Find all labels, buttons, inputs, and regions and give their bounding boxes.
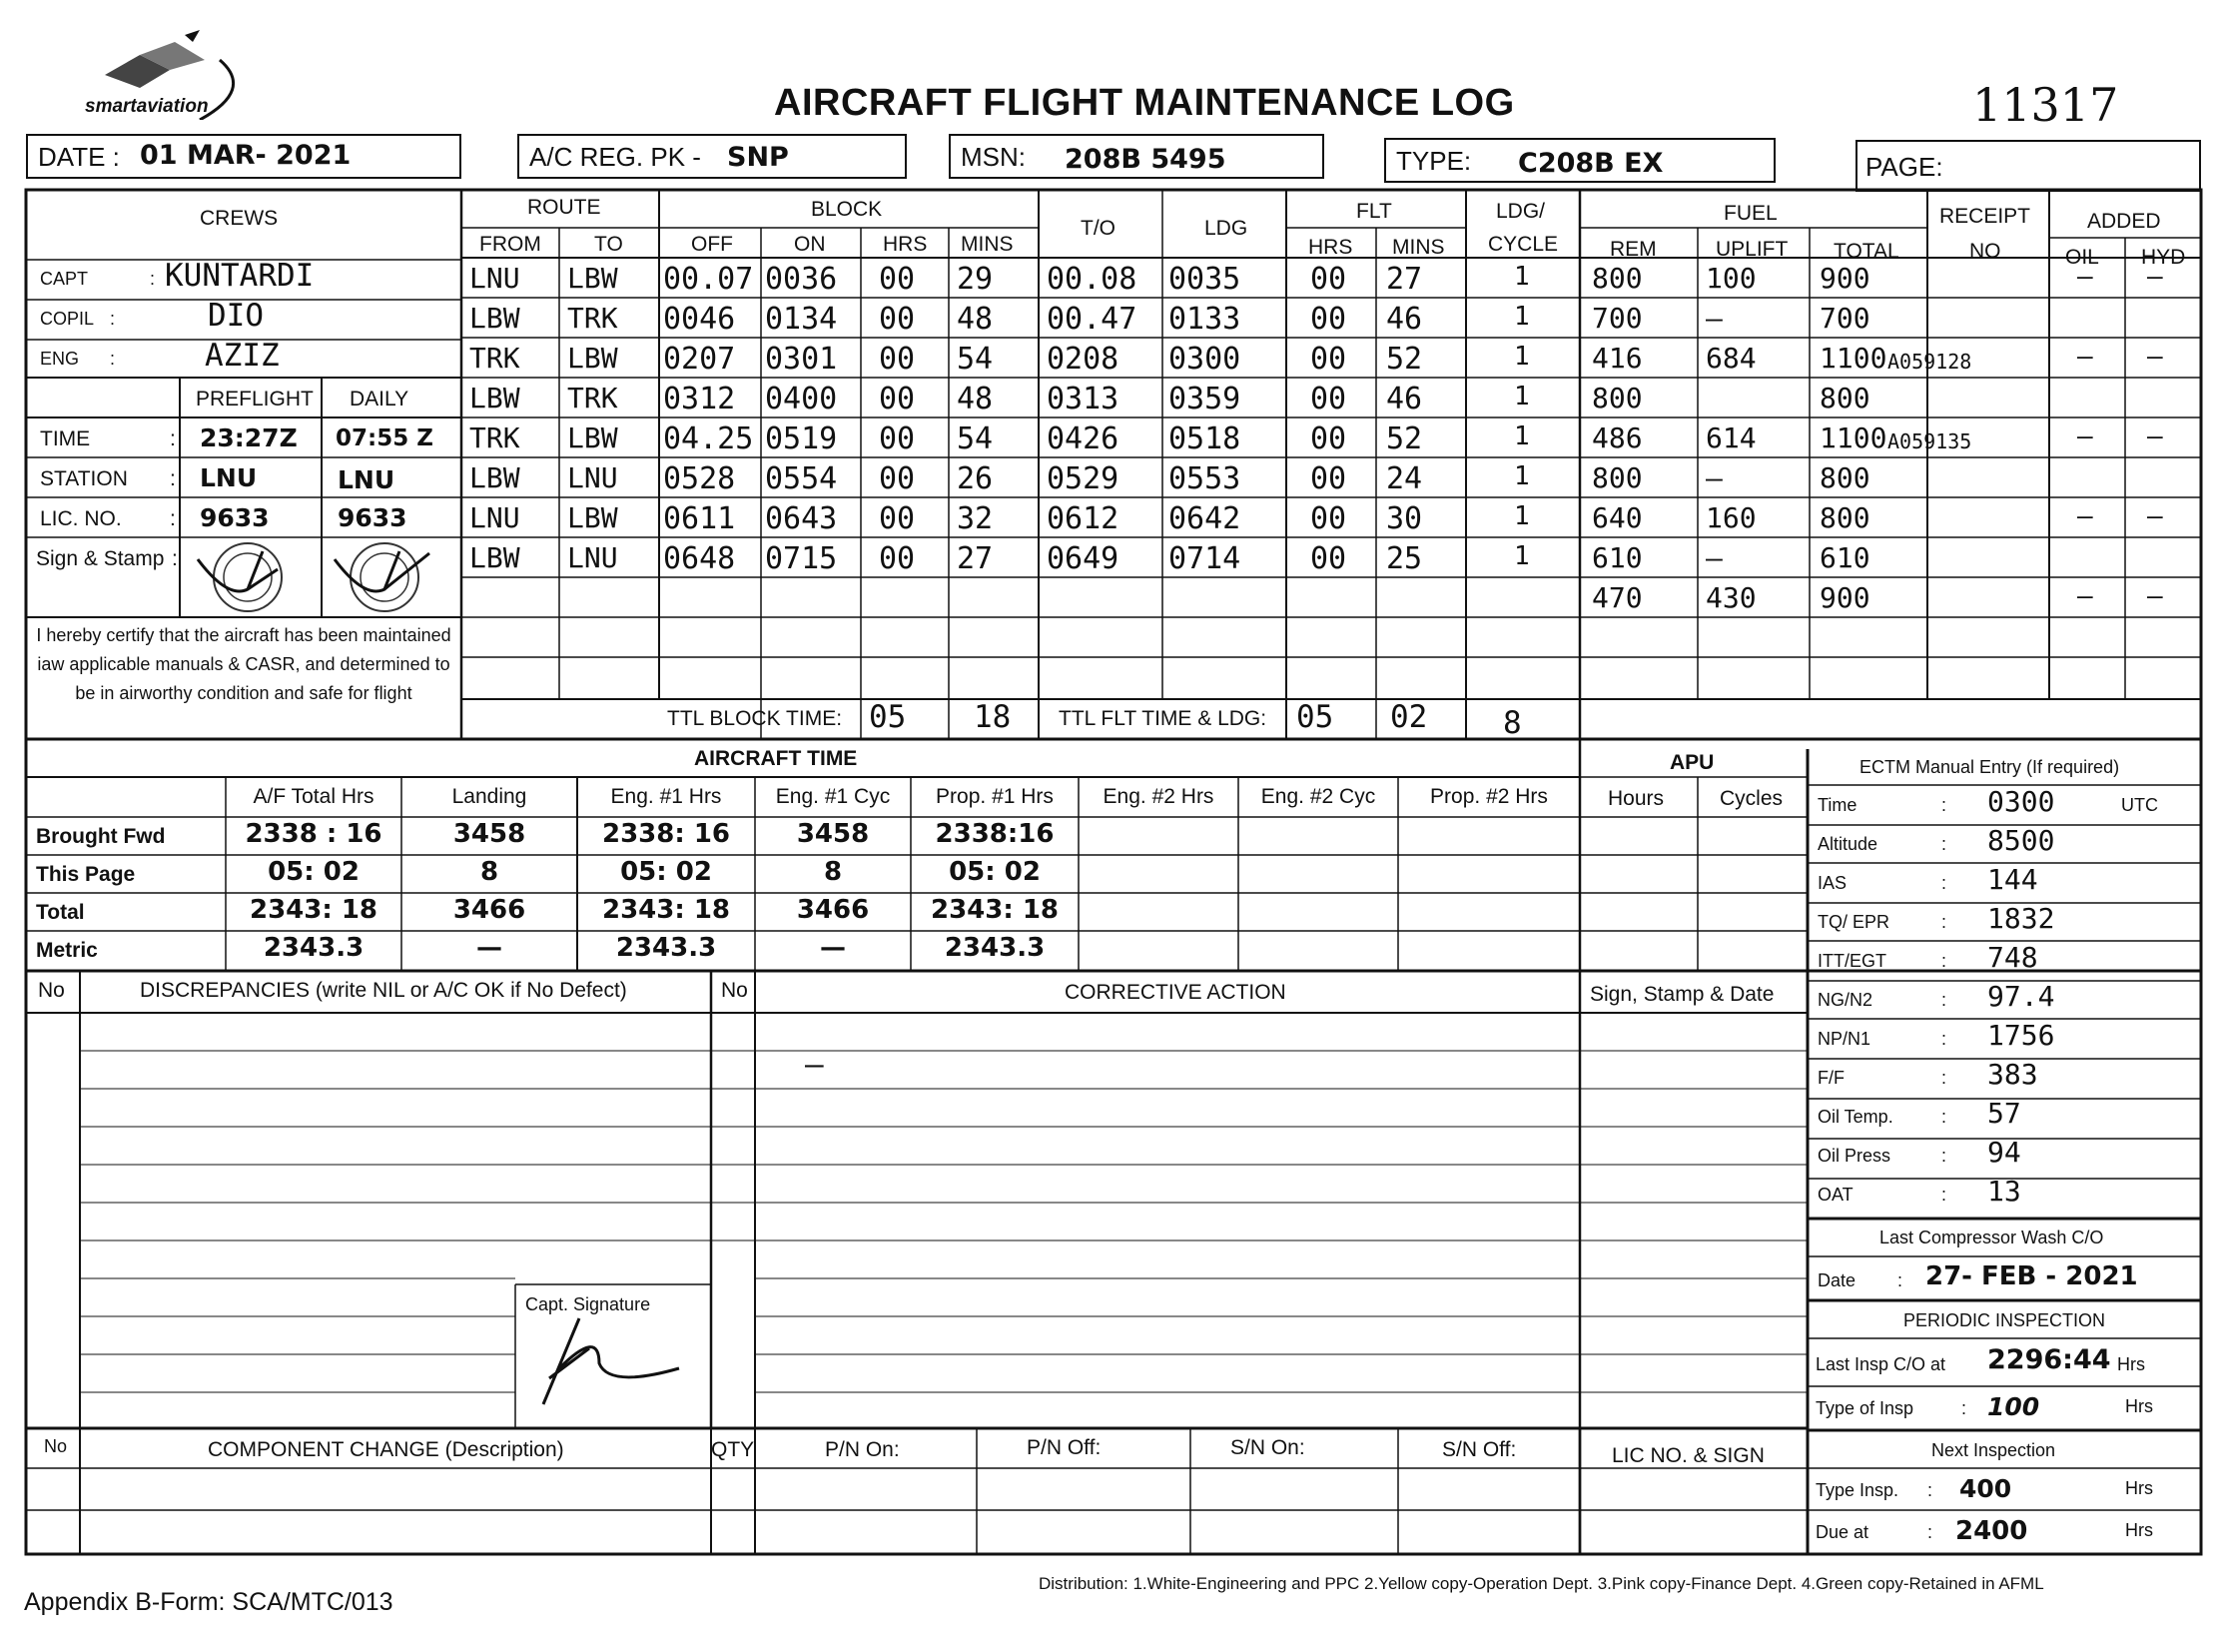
at-col-header: Prop. #1 Hrs	[936, 785, 1054, 808]
ectm-colon: :	[1941, 1185, 1947, 1205]
flight-cell-hyd[interactable]: —	[2147, 421, 2163, 451]
apu-hours-label: Hours	[1608, 787, 1665, 810]
date-value: 01 MAR- 2021	[140, 140, 352, 171]
flight-cell-oil[interactable]: —	[2077, 421, 2093, 451]
flight-cell-mins[interactable]: 29	[957, 262, 994, 297]
page-title: AIRCRAFT FLIGHT MAINTENANCE LOG	[774, 82, 1515, 124]
flight-cell-rem[interactable]: 800	[1592, 262, 1643, 295]
at-cell[interactable]: 2343.3	[944, 933, 1046, 963]
flight-cell-to-t[interactable]: 0649	[1047, 541, 1119, 576]
aircraft-time-heading: AIRCRAFT TIME	[694, 747, 858, 770]
flight-cell-ldg[interactable]: 0035	[1168, 262, 1241, 297]
ectm-value[interactable]: 0300	[1987, 785, 2055, 818]
flight-cell-to[interactable]: LBW	[567, 501, 618, 534]
apu-heading: APU	[1670, 751, 1715, 774]
capt-signature-label: Capt. Signature	[525, 1294, 651, 1314]
corr-no-header: No	[721, 979, 748, 1002]
flight-cell-to[interactable]: LBW	[567, 262, 618, 295]
flight-cell-uplift[interactable]: —	[1706, 541, 1723, 574]
flight-cell-from[interactable]: LNU	[469, 262, 520, 295]
preflight-stamp-icon	[188, 539, 308, 615]
flight-cell-total[interactable]: 610	[1820, 541, 1870, 574]
ttl-block-hrs[interactable]: 05	[869, 699, 907, 735]
flight-cell-fhrs[interactable]: 00	[1310, 541, 1347, 576]
flight-cell-uplift[interactable]: 684	[1706, 342, 1757, 375]
flight-cell-fmins[interactable]: 52	[1386, 421, 1423, 456]
ectm-colon: :	[1941, 1146, 1947, 1166]
flight-cell-rem[interactable]: 416	[1592, 342, 1643, 375]
to-time-header: T/O	[1081, 217, 1115, 240]
msn-label: MSN:	[961, 142, 1026, 172]
flight-cell-to-t[interactable]: 0208	[1047, 342, 1119, 377]
due-label: Due at	[1816, 1522, 1869, 1542]
at-cell[interactable]: 3458	[452, 819, 526, 849]
at-cell[interactable]: 3466	[796, 895, 870, 925]
flight-cell-total[interactable]: 900	[1820, 262, 1870, 295]
flight-cell-uplift[interactable]: —	[1706, 302, 1723, 335]
flight-cell-cyc[interactable]: 1	[1514, 302, 1530, 332]
ectm-colon: :	[1941, 990, 1947, 1010]
ectm-value[interactable]: 144	[1987, 863, 2038, 896]
flight-cell-fhrs[interactable]: 00	[1310, 302, 1347, 337]
ttl-block-mins[interactable]: 18	[974, 699, 1012, 735]
at-cell[interactable]: 2343: 18	[602, 895, 730, 925]
flight-cell-from[interactable]: TRK	[469, 342, 520, 375]
acreg-label: A/C REG. PK -	[529, 142, 701, 172]
flight-cell-cyc[interactable]: 1	[1514, 501, 1530, 531]
fuel-header: FUEL	[1724, 202, 1778, 225]
time-label: TIME	[40, 427, 91, 450]
flight-cell-ldg[interactable]: 0359	[1168, 382, 1241, 416]
flt-mins-header: MINS	[1392, 236, 1445, 259]
ttl-flt-label: TTL FLT TIME & LDG:	[1059, 707, 1267, 730]
at-cell[interactable]: 2343: 18	[931, 895, 1059, 925]
ldgcycle-header2: CYCLE	[1488, 233, 1559, 256]
copil-label: COPIL	[40, 309, 95, 329]
flight-cell-fmins[interactable]: 52	[1386, 342, 1423, 377]
oil-header: OIL	[2065, 246, 2099, 269]
flight-cell-fhrs[interactable]: 00	[1310, 342, 1347, 377]
ectm-colon: :	[1941, 912, 1947, 932]
flight-cell-oil[interactable]: —	[2077, 342, 2093, 372]
captain-signature-icon	[529, 1308, 699, 1418]
at-col-header: Eng. #2 Hrs	[1103, 785, 1214, 808]
daily-stamp-icon	[330, 539, 449, 615]
at-cell[interactable]: 2343: 18	[250, 895, 377, 925]
certification-text: I hereby certify that the aircraft has been maintained iaw applicable manuals & CASR, and determined to be in airworthy condition and safe for flight	[36, 625, 451, 703]
flight-cell-fmins[interactable]: 24	[1386, 461, 1423, 496]
flight-cell-off[interactable]: 0611	[663, 501, 736, 536]
flight-cell-hrs[interactable]: 00	[879, 421, 916, 456]
date-label: DATE :	[38, 142, 120, 172]
periodic-heading: PERIODIC INSPECTION	[1903, 1310, 2106, 1330]
flight-cell-rem[interactable]: 470	[1592, 581, 1643, 614]
flight-cell-uplift[interactable]: 100	[1706, 262, 1757, 295]
receipt-header2: NO	[1969, 240, 2001, 263]
flight-cell-mins[interactable]: 32	[957, 501, 994, 536]
station-daily[interactable]: LNU	[338, 465, 395, 494]
added-header: ADDED	[2087, 210, 2161, 233]
ldgcycle-header1: LDG/	[1496, 200, 1546, 223]
lic-label: LIC. NO.	[40, 507, 122, 530]
ttl-flt-mins[interactable]: 02	[1390, 699, 1428, 735]
flight-cell-off[interactable]: 04.25	[663, 421, 754, 456]
ectm-value[interactable]: 383	[1987, 1058, 2038, 1091]
block-header: BLOCK	[811, 198, 883, 221]
copil-value[interactable]: DIO	[208, 298, 264, 334]
next-insp-heading: Next Inspection	[1931, 1440, 2056, 1460]
form-reference: Appendix B-Form: SCA/MTC/013	[24, 1588, 393, 1616]
flight-cell-uplift[interactable]: 614	[1706, 421, 1757, 454]
flt-hrs-header: HRS	[1308, 236, 1353, 259]
flight-cell-rem[interactable]: 640	[1592, 501, 1643, 534]
at-cell[interactable]: 3466	[452, 895, 526, 925]
flight-cell-to[interactable]: TRK	[567, 302, 618, 335]
flight-cell-uplift[interactable]: 160	[1706, 501, 1757, 534]
ectm-value[interactable]: 94	[1987, 1136, 2021, 1169]
flt-header: FLT	[1356, 200, 1392, 223]
flight-cell-mins[interactable]: 26	[957, 461, 994, 496]
lic-preflight[interactable]: 9633	[200, 503, 270, 532]
flight-cell-to[interactable]: LNU	[567, 541, 618, 574]
ectm-label: TQ/ EPR	[1818, 912, 1890, 932]
flight-cell-fhrs[interactable]: 00	[1310, 382, 1347, 416]
disc-sign-header: Sign, Stamp & Date	[1590, 983, 1775, 1006]
time-daily[interactable]: 07:55 Z	[336, 425, 433, 451]
preflight-label: PREFLIGHT	[196, 388, 314, 411]
msn-value: 208B 5495	[1065, 144, 1226, 175]
at-cell[interactable]: 2338:16	[935, 819, 1055, 849]
flight-cell-oil[interactable]: —	[2077, 262, 2093, 292]
acreg-value: SNP	[727, 142, 789, 173]
block-mins-header: MINS	[961, 233, 1014, 256]
ectm-label: F/F	[1818, 1068, 1845, 1088]
corrective-entry[interactable]: —	[805, 1047, 824, 1083]
at-cell[interactable]: 05: 02	[620, 857, 712, 887]
flight-cell-cyc[interactable]: 1	[1514, 421, 1530, 451]
next-type-label: Type Insp.	[1816, 1480, 1899, 1500]
flight-cell-to-t[interactable]: 0313	[1047, 382, 1119, 416]
ectm-colon: :	[1941, 834, 1947, 854]
compressor-date-label: Date	[1818, 1270, 1856, 1290]
uplift-header: UPLIFT	[1716, 238, 1789, 261]
due-value[interactable]: 2400	[1955, 1516, 2028, 1546]
flight-cell-off[interactable]: 0046	[663, 302, 736, 337]
compressor-date[interactable]: 27- FEB - 2021	[1925, 1261, 2138, 1291]
eng-value[interactable]: AZIZ	[205, 338, 280, 374]
flight-cell-to-t[interactable]: 00.47	[1047, 302, 1137, 337]
flight-cell-fhrs[interactable]: 00	[1310, 461, 1347, 496]
utc-unit: UTC	[2121, 795, 2158, 815]
flight-cell-mins[interactable]: 54	[957, 421, 994, 456]
ectm-value[interactable]: 8500	[1987, 824, 2055, 857]
flight-cell-fmins[interactable]: 46	[1386, 302, 1423, 337]
flight-cell-on[interactable]: 0554	[765, 461, 838, 496]
flight-cell-mins[interactable]: 48	[957, 302, 994, 337]
off-header: OFF	[691, 233, 733, 256]
at-row-label: Metric	[36, 939, 98, 962]
flight-cell-ldg[interactable]: 0642	[1168, 501, 1241, 536]
flight-cell-to[interactable]: LBW	[567, 342, 618, 375]
flight-cell-to-t[interactable]: 0529	[1047, 461, 1119, 496]
discrepancies-header: DISCREPANCIES (write NIL or A/C OK if No Defect)	[140, 979, 627, 1002]
sn-on-header: S/N On:	[1230, 1436, 1305, 1459]
time-preflight[interactable]: 23:27Z	[200, 423, 298, 452]
flight-cell-hrs[interactable]: 00	[879, 541, 916, 576]
logo-text: smartaviation	[85, 96, 209, 117]
fuel-total-header: TOTAL	[1834, 240, 1899, 263]
flight-cell-uplift[interactable]: 430	[1706, 581, 1757, 614]
at-cell[interactable]: 8	[823, 857, 843, 887]
flight-cell-hrs[interactable]: 00	[879, 461, 916, 496]
flight-cell-cyc[interactable]: 1	[1514, 541, 1530, 571]
ectm-label: ITT/EGT	[1818, 951, 1886, 971]
flight-cell-total[interactable]: 800	[1820, 501, 1870, 534]
flight-cell-to[interactable]: LNU	[567, 461, 618, 494]
at-cell[interactable]: 05: 02	[268, 857, 360, 887]
flight-cell-total[interactable]: 1100	[1820, 342, 1887, 375]
ectm-colon: :	[1941, 1107, 1947, 1127]
ectm-label: Oil Press	[1818, 1146, 1891, 1166]
page-label: PAGE:	[1865, 152, 1943, 182]
ectm-label: Time	[1818, 795, 1857, 815]
at-cell[interactable]: —	[476, 933, 502, 963]
flight-cell-receipt[interactable]: A059135	[1887, 429, 1972, 453]
ectm-heading: ECTM Manual Entry (If required)	[1859, 757, 2120, 777]
crews-heading: CREWS	[200, 207, 279, 230]
flight-cell-on[interactable]: 0715	[765, 541, 838, 576]
flight-cell-rem[interactable]: 800	[1592, 382, 1643, 414]
ectm-colon: :	[1941, 1029, 1947, 1049]
flight-cell-hrs[interactable]: 00	[879, 262, 916, 297]
sign-stamp-label: Sign & Stamp	[36, 547, 165, 570]
flight-cell-oil[interactable]: —	[2077, 581, 2093, 611]
flight-cell-ldg[interactable]: 0133	[1168, 302, 1241, 337]
flight-cell-mins[interactable]: 27	[957, 541, 994, 576]
at-row-label: Brought Fwd	[36, 825, 166, 848]
comp-no-header: No	[44, 1436, 68, 1456]
flight-cell-off[interactable]: 0207	[663, 342, 736, 377]
hyd-header: HYD	[2141, 246, 2186, 269]
ldg-header: LDG	[1204, 217, 1248, 240]
comp-desc-header: COMPONENT CHANGE (Description)	[208, 1438, 564, 1461]
ectm-value[interactable]: 57	[1987, 1097, 2021, 1130]
at-col-header: A/F Total Hrs	[253, 785, 374, 808]
at-cell[interactable]: 2343.3	[263, 933, 365, 963]
pn-on-header: P/N On:	[825, 1438, 900, 1461]
flight-cell-total[interactable]: 900	[1820, 581, 1870, 614]
flight-cell-from[interactable]: LBW	[469, 302, 520, 335]
pn-off-header: P/N Off:	[1027, 1436, 1102, 1459]
ectm-label: OAT	[1818, 1185, 1853, 1205]
flight-cell-hyd[interactable]: —	[2147, 501, 2163, 531]
type-insp-value[interactable]: 100	[1987, 1392, 2040, 1421]
flight-cell-on[interactable]: 0519	[765, 421, 838, 456]
flight-cell-ldg[interactable]: 0518	[1168, 421, 1241, 456]
capt-value[interactable]: KUNTARDI	[165, 258, 315, 294]
ectm-value[interactable]: 748	[1987, 941, 2038, 974]
at-col-header: Prop. #2 Hrs	[1430, 785, 1548, 808]
flight-cell-from[interactable]: LBW	[469, 461, 520, 494]
flight-cell-total[interactable]: 700	[1820, 302, 1870, 335]
flight-cell-mins[interactable]: 54	[957, 342, 994, 377]
flight-cell-fhrs[interactable]: 00	[1310, 262, 1347, 297]
at-row-label: This Page	[36, 863, 136, 886]
station-preflight[interactable]: LNU	[200, 463, 258, 492]
flight-cell-off[interactable]: 0312	[663, 382, 736, 416]
distribution-note: Distribution: 1.White-Engineering and PPC 2.Yellow copy-Operation Dept. 3.Pink copy-Finance Dept. 4.Green copy-Retained in AFML	[1039, 1574, 2044, 1593]
flight-cell-fmins[interactable]: 27	[1386, 262, 1423, 297]
flight-cell-cyc[interactable]: 1	[1514, 461, 1530, 491]
flight-cell-ldg[interactable]: 0300	[1168, 342, 1241, 377]
flight-cell-mins[interactable]: 48	[957, 382, 994, 416]
type-label: TYPE:	[1396, 146, 1472, 176]
flight-cell-cyc[interactable]: 1	[1514, 342, 1530, 372]
at-cell[interactable]: 3458	[796, 819, 870, 849]
ectm-value[interactable]: 13	[1987, 1175, 2021, 1208]
flight-cell-on[interactable]: 0134	[765, 302, 838, 337]
flight-cell-off[interactable]: 0528	[663, 461, 736, 496]
at-col-header: Landing	[451, 785, 527, 808]
ectm-colon: :	[1941, 873, 1947, 893]
form-number: 11317	[1972, 78, 2119, 132]
flight-cell-on[interactable]: 0301	[765, 342, 838, 377]
flight-cell-hyd[interactable]: —	[2147, 262, 2163, 292]
last-insp-value[interactable]: 2296:44	[1987, 1344, 2111, 1375]
at-row-label: Total	[36, 901, 85, 924]
flight-cell-hyd[interactable]: —	[2147, 342, 2163, 372]
flight-cell-ldg[interactable]: 0714	[1168, 541, 1241, 576]
receipt-header1: RECEIPT	[1939, 205, 2031, 228]
compressor-heading: Last Compressor Wash C/O	[1879, 1228, 2104, 1247]
flight-cell-cyc[interactable]: 1	[1514, 382, 1530, 412]
station-label: STATION	[40, 467, 128, 490]
to-header: TO	[594, 233, 623, 256]
ectm-value[interactable]: 97.4	[1987, 980, 2055, 1013]
flight-cell-fhrs[interactable]: 00	[1310, 421, 1347, 456]
flight-cell-fmins[interactable]: 46	[1386, 382, 1423, 416]
flight-cell-to-t[interactable]: 0426	[1047, 421, 1119, 456]
flight-cell-rem[interactable]: 610	[1592, 541, 1643, 574]
next-type-unit: Hrs	[2125, 1478, 2153, 1498]
ectm-label: NG/N2	[1818, 990, 1873, 1010]
flight-cell-hrs[interactable]: 00	[879, 342, 916, 377]
apu-cycles-label: Cycles	[1720, 787, 1784, 810]
due-unit: Hrs	[2125, 1520, 2153, 1540]
at-cell[interactable]: 8	[479, 857, 499, 887]
ttl-ldg[interactable]: 8	[1503, 705, 1522, 741]
flight-cell-from[interactable]: LBW	[469, 541, 520, 574]
at-cell[interactable]: 05: 02	[949, 857, 1041, 887]
next-type-value[interactable]: 400	[1959, 1474, 2012, 1503]
type-insp-label: Type of Insp	[1816, 1398, 1914, 1418]
flight-cell-to[interactable]: TRK	[567, 382, 618, 414]
flight-cell-total[interactable]: 800	[1820, 382, 1870, 414]
ectm-label: NP/N1	[1818, 1029, 1871, 1049]
flight-cell-hrs[interactable]: 00	[879, 382, 916, 416]
flight-cell-oil[interactable]: —	[2077, 501, 2093, 531]
ttl-flt-hrs[interactable]: 05	[1296, 699, 1334, 735]
flight-cell-on[interactable]: 0036	[765, 262, 838, 297]
ectm-value[interactable]: 1832	[1987, 902, 2055, 935]
last-insp-unit: Hrs	[2117, 1354, 2145, 1374]
ectm-colon: :	[1941, 951, 1947, 971]
at-cell[interactable]: —	[820, 933, 846, 963]
rem-header: REM	[1610, 238, 1657, 261]
ttl-block-label: TTL BLOCK TIME:	[667, 707, 843, 730]
ectm-value[interactable]: 1756	[1987, 1019, 2055, 1052]
flight-cell-on[interactable]: 0400	[765, 382, 838, 416]
flight-cell-rem[interactable]: 486	[1592, 421, 1643, 454]
flight-cell-total[interactable]: 1100	[1820, 421, 1887, 454]
daily-label: DAILY	[350, 388, 409, 411]
flight-cell-receipt[interactable]: A059128	[1887, 350, 1972, 374]
flight-cell-off[interactable]: 0648	[663, 541, 736, 576]
ectm-label: Altitude	[1818, 834, 1878, 854]
lic-daily[interactable]: 9633	[338, 503, 407, 532]
flight-cell-rem[interactable]: 800	[1592, 461, 1643, 494]
type-insp-unit: Hrs	[2125, 1396, 2153, 1416]
route-header: ROUTE	[527, 196, 601, 219]
from-header: FROM	[479, 233, 541, 256]
flight-cell-from[interactable]: LNU	[469, 501, 520, 534]
at-col-header: Eng. #2 Cyc	[1260, 785, 1376, 808]
at-col-header: Eng. #1 Hrs	[610, 785, 722, 808]
flight-cell-hyd[interactable]: —	[2147, 581, 2163, 611]
disc-no-header: No	[38, 979, 65, 1002]
flight-cell-fmins[interactable]: 25	[1386, 541, 1423, 576]
flight-cell-to-t[interactable]: 00.08	[1047, 262, 1137, 297]
last-insp-label: Last Insp C/O at	[1816, 1354, 1946, 1374]
block-hrs-header: HRS	[883, 233, 928, 256]
flight-cell-cyc[interactable]: 1	[1514, 262, 1530, 292]
flight-cell-uplift[interactable]: —	[1706, 461, 1723, 494]
eng-label: ENG	[40, 349, 80, 369]
comp-lic-header: LIC NO. & SIGN	[1612, 1444, 1765, 1467]
flight-cell-ldg[interactable]: 0553	[1168, 461, 1241, 496]
flight-cell-on[interactable]: 0643	[765, 501, 838, 536]
at-cell[interactable]: 2343.3	[615, 933, 717, 963]
ectm-label: IAS	[1818, 873, 1848, 893]
flight-cell-off[interactable]: 00.07	[663, 262, 754, 297]
flight-cell-from[interactable]: LBW	[469, 382, 520, 414]
ectm-colon: :	[1941, 1068, 1947, 1088]
flight-cell-to[interactable]: LBW	[567, 421, 618, 454]
comp-qty-header: QTY	[711, 1438, 755, 1461]
flight-cell-fmins[interactable]: 30	[1386, 501, 1423, 536]
at-cell[interactable]: 2338: 16	[602, 819, 730, 849]
capt-label: CAPT	[40, 269, 89, 289]
flight-cell-hrs[interactable]: 00	[879, 501, 916, 536]
flight-cell-rem[interactable]: 700	[1592, 302, 1643, 335]
flight-cell-to-t[interactable]: 0612	[1047, 501, 1119, 536]
at-cell[interactable]: 2338 : 16	[245, 819, 382, 849]
at-col-header: Eng. #1 Cyc	[775, 785, 891, 808]
on-header: ON	[794, 233, 826, 256]
ectm-colon: :	[1941, 795, 1947, 815]
flight-cell-from[interactable]: TRK	[469, 421, 520, 454]
ectm-label: Oil Temp.	[1818, 1107, 1893, 1127]
corrective-header: CORRECTIVE ACTION	[1065, 981, 1286, 1004]
flight-cell-hrs[interactable]: 00	[879, 302, 916, 337]
flight-cell-total[interactable]: 800	[1820, 461, 1870, 494]
sn-off-header: S/N Off:	[1442, 1438, 1517, 1461]
flight-cell-fhrs[interactable]: 00	[1310, 501, 1347, 536]
type-value: C208B EX	[1518, 148, 1664, 179]
